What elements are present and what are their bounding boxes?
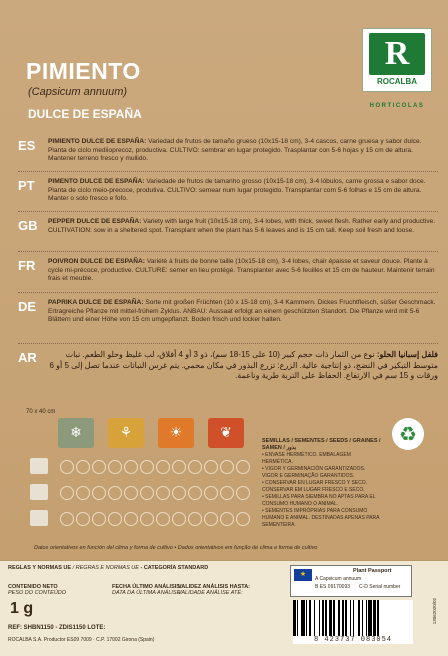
lang-code: FR [18,258,36,273]
lang-label: POIVRON DULCE DE ESPAÑA: [48,258,145,265]
barcode [293,600,413,636]
seed-info-heading: SEMILLAS / SEMENTES / SEEDS / GRAINES / SAMEN / بذور [262,438,381,451]
calendar-row-transplant [60,486,256,500]
brand-name: ROCALBA [377,77,417,86]
analysis-date-label: FECHA ÚLTIMO ANÁLISIS: DATA DA ÚLTIMA ANÁLISE: [112,584,182,596]
brand-subtitle: HORTICOLAS [369,103,425,109]
lang-body: نوع من الثمار ذات حجم كبير (10 على 15-18 سم)، ذو 3 أو 4 أفلاق، لب غليظ وحلو الطعم. نبات متوسط التبكير في النضج، ذو إنتاجية عالية. الزرع: تزرع البذور في مكان محمي. يتم غرس النباتات عندما تصل إلى 5 أو 6 ورقات و 15 سم في الارتفاع. الحفاظ على التربة طرية وناعمة. [49,350,438,380]
divider [18,251,438,253]
lang-code: ES [18,138,36,153]
seed-info-line: • VIGOR Y GERMINACIÓN GARANTIZADOS. VIGOR E GERMINAÇÃO GARANTIDOS. [262,466,366,479]
barcode-bar [379,600,382,636]
lang-body: Sorte mit großen Früchten (10 x 15-18 cm), 3-4 Kammern. Dickes Fruchtfleisch, süßer Geschmack. Ertragreiche Pflanze mit mittel-frühem Zyklus. ANBAU: Aussaat erfolgt an einem geschützten Standort. Die Pflanze wird mit 5-6 Blättern und einer Höhe von 15 cm umgepflanzt. Boden frisch und locker halten. [48,299,436,324]
lang-code: GB [18,218,38,233]
lang-code: AR [18,350,37,365]
brand-logo [362,28,432,92]
recycle-icon: ♻ [392,418,424,450]
variety-name: DULCE DE ESPAÑA [28,107,142,121]
lang-text [48,218,438,235]
product-title: PIMIENTO [26,58,141,84]
net-weight: 1 g [10,600,34,617]
eu-rules [8,565,208,571]
lang-label: PEPPER DULCE DE ESPAÑA: [48,218,142,225]
lang-body: Variedad de frutos de tamaño grueso (10x15-18 cm), 3-4 cascos, carne gruesa y sabor dulce. Planta de ciclo mediioprecoz, productiva. CULTIVO: sembrar en lugar protegido. Trasplantar con 5-6 hojas y 15 cm de altura. Mantener terreno fresco y mullido. [48,138,422,163]
sowing-icon [30,458,48,474]
sun-icon: ☀ [158,418,194,448]
divider [18,211,438,213]
lang-label: PAPRIKA DULCE DE ESPAÑA: [48,299,144,306]
category-label: - CATEGORÍA STANDARD [140,565,209,571]
lang-text [48,299,438,325]
calendar-row-sowing [60,460,256,474]
plant-passport [290,565,412,597]
net-content-label: CONTENIDO NETO PESO DO CONTEÚDO [8,584,67,596]
divider [18,171,438,173]
seed-info-line: • SEMENTES IMPRÓPRIAS PARA CONSUMO HUMANO E ANIMAL. DESTINADAS APENAS PARA SEMENTEIRA. [262,508,380,528]
leaf-icon: ❦ [208,418,244,448]
lang-text [48,138,438,164]
lang-body: Variety with large fruit (10x15-18 cm), 3-4 lobes, with thick, sweet flesh. Rather early and productive. CULTIVATION: sow in a sheltered spot. Transplant when the plant has 5-6 leaves and is 15 cm tall. Keep soil fresh and loose. [48,218,436,234]
lang-text [48,350,438,382]
logo-box [369,33,425,75]
passport-title: Plant Passport [353,568,392,574]
divider [18,292,438,294]
snowflake-icon: ❄ [58,418,94,448]
lang-label: PIMENTO DULCE DE ESPAÑA: [48,178,145,185]
lang-body: Variété à fruits de bonne taille (10x15-18 cm), 3-4 lobes, chair épaisse et saveur douce. Plante à cycle mi-précoce, productive. CULTURE: semer en lieu protégé. Transplanter avec 5-6 feuilles et 15 cm de hauteur. Maintenir terrain frais et meuble. [48,258,435,283]
passport-line-b: B ES 09170093 [315,584,351,590]
lang-label: PIMIENTO DULCE DE ESPAÑA: [48,138,147,145]
seed-info-line: • SEMILLAS PARA SIEMBRA NO APTAS PARA EL CONSUMO HUMANO O ANIMAL. [262,494,376,507]
seed-info [262,438,382,529]
producer-info: ROCALBA S.A. Productor ES09 7009 · C.P. 17002 Girona (Spain) [8,637,155,643]
rules-label: REGLAS Y NORMAS UE [8,565,72,571]
transplant-icon [30,484,48,500]
scientific-name: (Capsicum annuum) [28,86,128,98]
seed-info-line: • CONSERVAR EN LUGAR FRESCO Y SECO. CONSERVAR EM LUGAR FRESCO E SECO. [262,480,368,493]
rules-label-alt: / REGRAS E NORMAS UE [72,565,139,571]
lang-body: Variedade de frutos de tamanho grosso (10x15-18 cm), 3-4 lóbulos, carne grossa e sabor doce. Planta de ciclo meio-precoce, produtiva. CULTIVO: semear num lugar protegido. Transplantar com 5-6 folhas e 15 cm de altura. Manter o solo fresco e fofo. [48,178,426,203]
lang-text [48,258,438,284]
lang-code: DE [18,299,37,314]
lang-text [48,178,438,204]
logo-letter: R [384,35,410,72]
vertical-code: 13062020/02 [432,598,437,625]
lang-code: PT [18,178,35,193]
passport-line-c: C-D Serial number [359,584,401,590]
divider [18,343,438,345]
plant-spacing: 70 x 40 cm [26,409,56,415]
lang-label: فلفل إسبانيا الحلو: [376,350,438,359]
calendar-row-harvest [60,512,256,526]
sprout-icon: ⚘ [108,418,144,448]
seed-info-line: • ENVASE HERMÉTICO. EMBALAGEM HERMÉTICA. [262,452,351,465]
lot-reference: REF: SHBN1150 - ZDIS1150 LOTE: [8,625,106,631]
eu-flag-icon: ★ [294,569,312,581]
footnote: Datos orientativos en función del clima y forma de cultivo • Dados orientativos em função de clima e forma de cultivo [34,545,318,551]
passport-line-a: A Capsicum annuum [315,576,362,582]
harvest-icon [30,510,48,526]
barcode-number: 8 423737 083054 [293,636,413,644]
validity-date-label: VALIDEZ ANÁLISIS HASTA: VALIDADE ANÁLISE ATÉ: [178,584,251,596]
